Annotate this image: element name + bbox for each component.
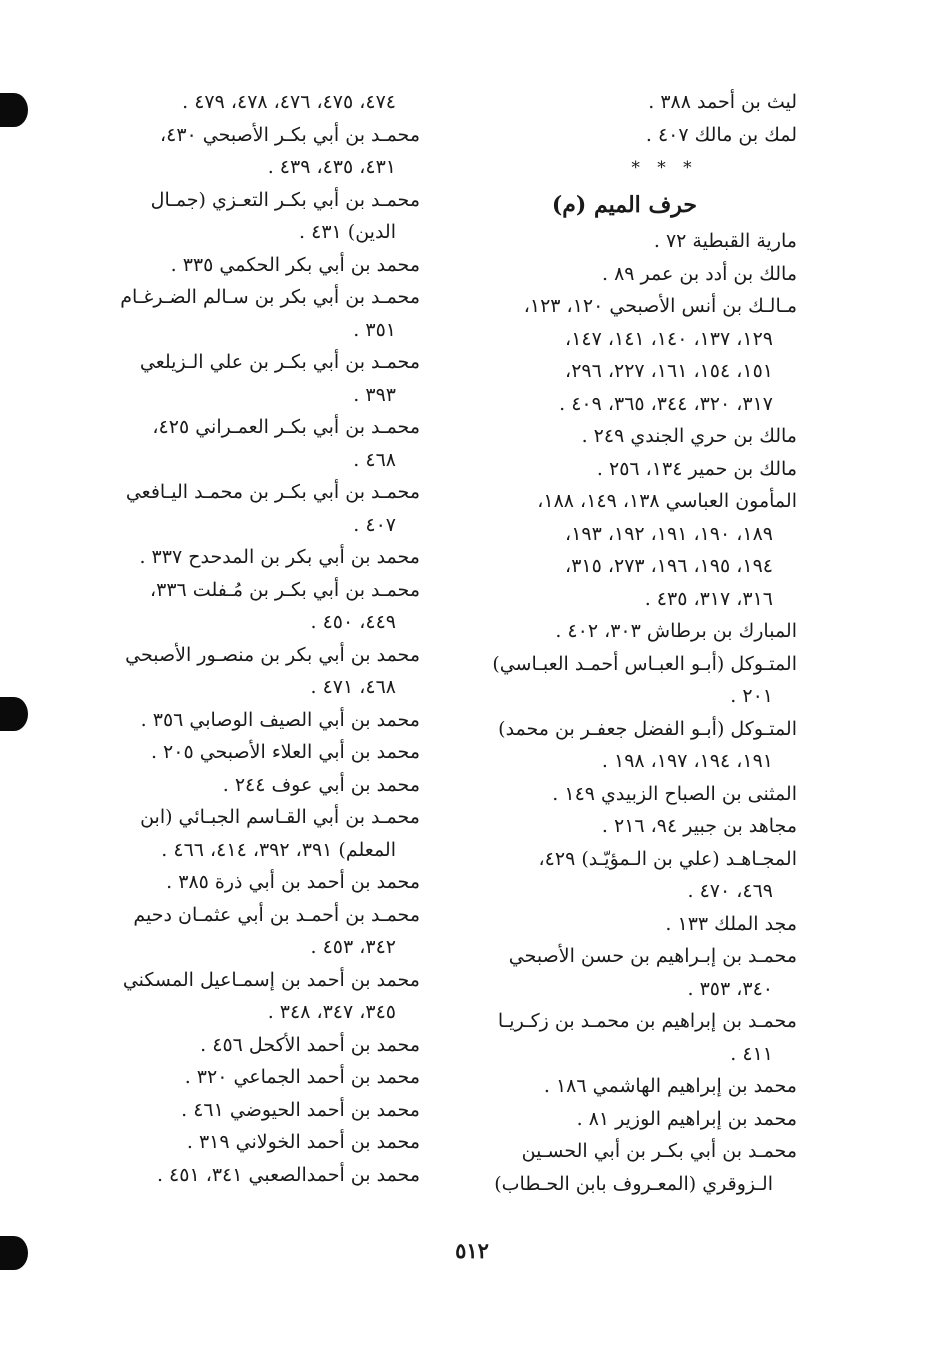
index-entry — [472, 1103, 797, 1136]
index-entry — [100, 866, 420, 899]
index-entry — [472, 1070, 797, 1103]
entry-line: محمـد بن أبي بكـر التعـزي (جمـال — [150, 188, 420, 211]
index-entry — [100, 476, 420, 541]
entry-continuation-line: ٣٤٠، ٣٥٣ . — [687, 977, 773, 1000]
index-column-left — [100, 86, 420, 1191]
entries-after-section — [472, 225, 797, 1200]
index-entry — [472, 86, 797, 119]
entry-continuation-line: ٤٤٩، ٤٥٠ . — [310, 611, 396, 633]
entry-line: المتـوكل (أبـو الفضل جعفـر بن محمد) — [498, 717, 797, 740]
entry-continuation-line: الدين) ٤٣١ . — [299, 221, 396, 243]
index-entry — [472, 1005, 797, 1070]
index-entry — [100, 249, 420, 282]
entries-list — [100, 86, 420, 1191]
entry-line: مالك بن حمير ١٣٤، ٢٥٦ . — [596, 457, 797, 480]
index-entry — [100, 1029, 420, 1062]
index-entry — [100, 704, 420, 737]
entry-continuation-line: ٤٣١، ٤٣٥، ٤٣٩ . — [267, 156, 396, 178]
entry-line: محمد بن أبي بكر بن المدحدح ٣٣٧ . — [139, 546, 420, 568]
index-entry — [100, 736, 420, 769]
binder-hole — [0, 697, 28, 731]
entry-continuation-line: ١٩١، ١٩٤، ١٩٧، ١٩٨ . — [601, 750, 773, 772]
entry-line: محمد بن أحمد الجماعي ٣٢٠ . — [184, 1066, 420, 1088]
entry-line: محمـد بن أبي بكـر العمـراني ٤٢٥، — [152, 416, 420, 438]
entry-continuation-line: الـزوقري (المعـروف بابن الحـطاب) — [494, 1172, 773, 1195]
entry-continuation-line: ٣١٧، ٣٢٠، ٣٤٤، ٣٦٥، ٤٠٩ . — [559, 392, 773, 415]
entry-continuation-line: ٢٠١ . — [730, 685, 773, 707]
entry-line: المجـاهـد (علي بن الـمؤيّـد) ٤٢٩، — [538, 847, 797, 870]
entry-line: مارية القبطية ٧٢ . — [653, 230, 797, 252]
index-entry — [472, 778, 797, 811]
index-column-right — [472, 86, 797, 1200]
entry-line: محمـد بن أبي بكر بن سـالم الضـرغـام — [120, 286, 420, 308]
index-entry — [100, 1061, 420, 1094]
entry-continuation-line: ١٥١، ١٥٤، ١٦١، ٢٢٧، ٢٩٦، — [565, 360, 773, 382]
entry-line: محمد بن إبراهيم الوزير ٨١ . — [576, 1107, 797, 1130]
index-entry — [100, 964, 420, 1029]
index-entry — [100, 281, 420, 346]
index-entry — [100, 1159, 420, 1192]
index-entry — [472, 258, 797, 291]
entry-line: مالك بن حري الجندي ٢٤٩ . — [581, 425, 797, 447]
index-entry — [100, 899, 420, 964]
entry-continuation-line: ٣٥١ . — [353, 318, 396, 341]
entry-line: محمـد بن أبي بكـر بن محمـد اليـافعي — [125, 481, 420, 503]
entry-line: محمد بن أبي عوف ٢٤٤ . — [222, 773, 420, 796]
entry-line: محمد بن أحمد الأكحل ٤٥٦ . — [200, 1033, 420, 1056]
index-entry — [472, 453, 797, 486]
index-entry — [472, 1135, 797, 1200]
entry-line: محمد بن أبي العلاء الأصبحي ٢٠٥ . — [150, 741, 420, 763]
entry-line: محمد بن أحمد بن إسمـاعيل المسكني — [122, 968, 420, 991]
entry-continuation-line: ٤٦٩، ٤٧٠ . — [687, 880, 773, 902]
entry-continuation-line: المعلم) ٣٩١، ٣٩٢، ٤١٤، ٤٦٦ . — [161, 838, 396, 861]
index-entry — [472, 225, 797, 258]
entry-continuation-line: ١٨٩، ١٩٠، ١٩١، ١٩٢، ١٩٣، — [565, 522, 773, 545]
entry-line: محمد بن أحمدالصعبي ٣٤١، ٤٥١ . — [156, 1163, 420, 1186]
entry-line: محمد بن أبي بكر بن منصـور الأصبحي — [125, 643, 420, 666]
entry-line: المبارك بن برطاش ٣٠٣، ٤٠٢ . — [555, 620, 797, 642]
entry-continuation-line: ٤٧٤، ٤٧٥، ٤٧٦، ٤٧٨، ٤٧٩ . — [182, 91, 396, 113]
index-entry — [472, 810, 797, 843]
page-number: ٥١٢ — [455, 1238, 489, 1263]
entry-line: محمـد بن أبي بكـر الأصبحي ٤٣٠، — [160, 123, 420, 146]
index-entry — [100, 639, 420, 704]
index-entry — [100, 769, 420, 802]
entry-continuation-line: ١٩٤، ١٩٥، ١٩٦، ٢٧٣، ٣١٥، — [565, 555, 773, 577]
index-entry — [472, 908, 797, 941]
entry-line: محمـد بن أحمـد بن أبي عثمـان دحيم — [133, 903, 420, 926]
index-entry — [472, 843, 797, 908]
entry-line: محمد بن إبراهيم الهاشمي ١٨٦ . — [543, 1075, 797, 1097]
entry-line: مجاهد بن جبير ٩٤، ٢١٦ . — [601, 815, 797, 837]
entry-line: مـالـك بن أنس الأصبحي ١٢٠، ١٢٣، — [523, 295, 797, 317]
index-entry — [100, 574, 420, 639]
entry-continuation-line: ٣١٦، ٣١٧، ٤٣٥ . — [644, 587, 773, 610]
index-entry — [472, 648, 797, 713]
index-entry — [100, 541, 420, 574]
entry-line: محمد بن أحمد الحيوضي ٤٦١ . — [181, 1098, 420, 1121]
index-entry — [472, 485, 797, 615]
entry-line: لمك بن مالك ٤٠٧ . — [645, 123, 797, 146]
entry-continuation-line: ٤٦٨ . — [353, 448, 396, 471]
entry-continuation-line: ٣٤٢، ٤٥٣ . — [310, 936, 396, 958]
entry-line: محمـد بن أبي القـاسم الجبـائي (ابن — [140, 806, 420, 828]
entry-line: محمـد بن إبراهيم بن محمـد بن زكـريـا — [497, 1010, 797, 1032]
entry-line: محمـد بن أبي بكـر بن مُـفلت ٣٣٦، — [149, 578, 420, 601]
index-entry — [100, 1126, 420, 1159]
entry-line: محمـد بن أبي بكـر بن علي الـزيلعي — [139, 351, 420, 373]
entry-line: محمد بن أبي الصيف الوصابي ٣٥٦ . — [140, 708, 420, 731]
entry-continuation-line: ٤١١ . — [730, 1042, 773, 1065]
entry-continuation-line: ٣٩٣ . — [353, 383, 396, 406]
index-entry — [100, 1094, 420, 1127]
binder-hole — [0, 93, 28, 127]
index-entry — [100, 346, 420, 411]
index-entry — [472, 119, 797, 152]
entry-line: محمد بن أحمد بن أبي ذرة ٣٨٥ . — [166, 871, 420, 893]
section-divider-stars: * * * — [631, 158, 698, 178]
entry-line: محمد بن أبي بكر الحكمي ٣٣٥ . — [170, 253, 420, 276]
entry-line: مالك بن أدد بن عمر ٨٩ . — [602, 262, 797, 285]
entry-line: المأمون العباسي ١٣٨، ١٤٩، ١٨٨، — [537, 490, 797, 512]
index-entry — [100, 184, 420, 249]
entries-before-section — [472, 86, 797, 151]
entry-continuation-line: ٤٦٨، ٤٧١ . — [310, 676, 396, 698]
index-entry — [100, 119, 420, 184]
entry-line: محمـد بن إبـراهيم بن حسن الأصبحي — [508, 945, 797, 967]
index-entry — [472, 290, 797, 420]
section-heading: حرف الميم (م) — [551, 192, 697, 218]
entry-line: مجد الملك ١٣٣ . — [665, 912, 797, 935]
entry-continuation-line: ٣٤٥، ٣٤٧، ٣٤٨ . — [267, 1001, 396, 1023]
index-entry — [472, 615, 797, 648]
index-entry — [100, 801, 420, 866]
entry-line: محمـد بن أبي بكـر بن أبي الحسـين — [521, 1140, 797, 1162]
index-entry — [472, 713, 797, 778]
index-entry — [100, 86, 420, 119]
index-entry — [100, 411, 420, 476]
entry-continuation-line: ٤٠٧ . — [353, 513, 396, 536]
entry-line: محمد بن أحمد الخولاني ٣١٩ . — [186, 1131, 420, 1153]
entry-line: ليث بن أحمد ٣٨٨ . — [648, 91, 797, 113]
entry-continuation-line: ١٢٩، ١٣٧، ١٤٠، ١٤١، ١٤٧، — [565, 327, 773, 350]
index-entry — [472, 940, 797, 1005]
index-entry — [472, 420, 797, 453]
entry-line: المثنى بن الصباح الزبيدي ١٤٩ . — [552, 782, 797, 805]
entry-line: المتـوكل (أبـو العبـاس أحمـد العبـاسي) — [492, 652, 797, 675]
